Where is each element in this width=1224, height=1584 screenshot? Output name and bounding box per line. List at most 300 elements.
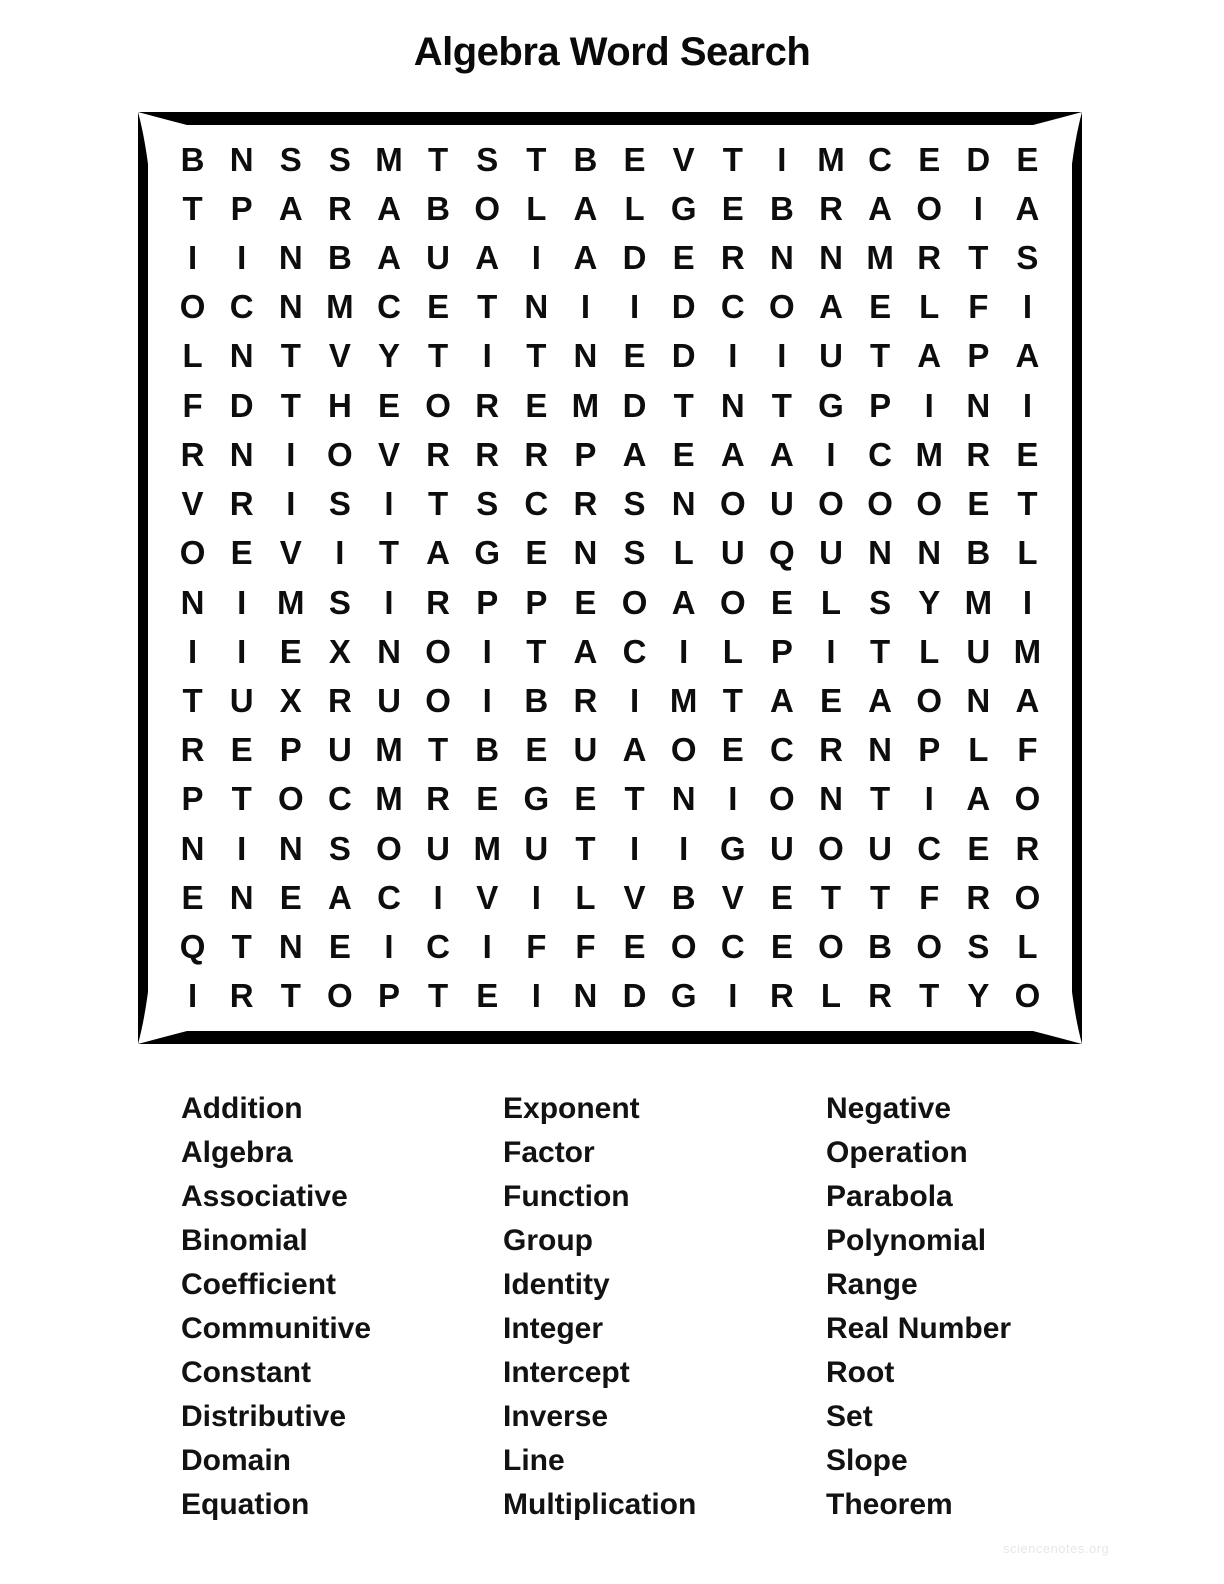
grid-letter-r9c3: V <box>279 534 302 572</box>
word-list-item: Equation <box>181 1488 310 1521</box>
grid-letter-r15c15: U <box>868 829 893 867</box>
grid-letter-r16c17: R <box>966 878 991 916</box>
grid-letter-r15c6: U <box>426 829 451 867</box>
word-list-item: Slope <box>826 1444 908 1477</box>
grid-letter-r16c12: V <box>721 878 744 916</box>
grid-letter-r7c11: E <box>672 435 695 473</box>
grid-letter-r18c7: E <box>476 977 499 1015</box>
grid-letter-r7c14: I <box>826 435 836 473</box>
grid-letter-r12c11: M <box>669 682 698 720</box>
word-list-item: Associative <box>181 1180 348 1213</box>
grid-letter-r12c14: E <box>819 682 842 720</box>
grid-letter-r2c2: P <box>230 189 253 227</box>
grid-letter-r5c14: U <box>819 337 843 375</box>
grid-letter-r11c8: T <box>526 632 547 670</box>
grid-letter-r1c9: B <box>573 140 598 178</box>
grid-letter-r18c2: R <box>229 977 254 1015</box>
grid-letter-r7c6: R <box>426 435 451 473</box>
grid-letter-r16c5: C <box>377 878 401 916</box>
grid-letter-r6c11: T <box>673 386 694 424</box>
grid-letter-r10c7: P <box>476 583 499 621</box>
grid-letter-r1c8: T <box>526 140 547 178</box>
grid-letter-r15c18: R <box>1015 829 1040 867</box>
word-column-1 <box>181 1087 371 1527</box>
grid-letter-r4c12: C <box>720 288 745 326</box>
grid-letter-r5c2: N <box>229 337 254 375</box>
grid-letter-r1c16: E <box>918 140 941 178</box>
grid-letter-r13c12: E <box>721 731 744 769</box>
grid-letter-r1c12: T <box>722 140 743 178</box>
grid-letter-r12c7: I <box>482 682 492 720</box>
grid-letter-r2c10: L <box>624 189 645 227</box>
grid-letter-r18c18: O <box>1014 977 1041 1015</box>
word-list-item: Constant <box>181 1356 311 1389</box>
word-list-item: Multiplication <box>503 1488 697 1521</box>
grid-letter-r3c16: R <box>917 239 942 277</box>
word-list-item: Set <box>826 1400 873 1433</box>
grid-letter-r18c9: N <box>573 977 598 1015</box>
grid-letter-r14c5: M <box>375 780 403 818</box>
grid-letter-r18c1: I <box>187 977 198 1015</box>
grid-letter-r3c17: T <box>968 239 989 277</box>
grid-letter-r14c4: C <box>327 780 352 818</box>
grid-letter-r17c8: F <box>526 928 547 966</box>
grid-letter-r1c14: M <box>817 140 845 178</box>
grid-letter-r15c8: U <box>524 829 549 867</box>
grid-letter-r15c12: G <box>719 829 746 867</box>
grid-letter-r3c6: U <box>426 239 451 277</box>
grid-letter-r15c2: I <box>237 829 247 867</box>
grid-letter-r4c17: F <box>968 288 989 326</box>
grid-letter-r6c9: M <box>571 386 600 424</box>
grid-letter-r7c13: A <box>769 435 794 473</box>
grid-letter-r12c8: B <box>524 682 549 720</box>
grid-letter-r2c11: G <box>670 189 697 227</box>
grid-letter-r18c12: I <box>728 977 738 1015</box>
grid-letter-r13c17: L <box>968 731 989 769</box>
grid-letter-r10c13: E <box>770 583 793 621</box>
grid-letter-r7c3: I <box>286 435 296 473</box>
grid-letter-r6c15: P <box>869 386 892 424</box>
grid-letter-r10c3: M <box>277 583 305 621</box>
grid-letter-r18c14: L <box>820 977 842 1015</box>
grid-letter-r9c5: T <box>378 534 400 572</box>
grid-letter-r16c13: E <box>770 878 793 916</box>
grid-letter-r17c7: I <box>482 928 492 966</box>
grid-letter-r9c9: N <box>573 534 598 572</box>
grid-letter-r1c7: S <box>476 140 499 178</box>
word-list-item: Addition <box>181 1092 303 1125</box>
grid-letter-r17c15: B <box>868 928 893 966</box>
grid-letter-r10c1: N <box>180 583 205 621</box>
grid-letter-r12c18: A <box>1015 682 1040 720</box>
grid-letter-r4c13: O <box>769 288 795 326</box>
grid-letter-r17c10: E <box>623 928 646 966</box>
grid-letter-r8c4: S <box>328 485 351 523</box>
grid-letter-r3c15: M <box>866 239 894 277</box>
word-list-item: Parabola <box>826 1180 953 1213</box>
grid-letter-r9c16: N <box>917 534 942 572</box>
grid-letter-r13c13: C <box>769 731 794 769</box>
grid-letter-r16c15: T <box>870 878 891 916</box>
grid-letter-r17c9: F <box>575 928 596 966</box>
letter-grid <box>168 135 1052 1021</box>
grid-letter-r4c10: I <box>629 288 640 326</box>
grid-letter-r2c5: A <box>377 189 401 227</box>
grid-letter-r18c15: R <box>868 977 893 1015</box>
grid-letter-r7c18: E <box>1016 435 1039 473</box>
grid-letter-r3c8: I <box>531 239 541 277</box>
grid-letter-r15c10: I <box>629 829 640 867</box>
grid-letter-r10c2: I <box>237 583 247 621</box>
word-list-item: Distributive <box>181 1400 347 1433</box>
grid-letter-r1c11: V <box>672 140 695 178</box>
grid-letter-r10c9: E <box>574 583 597 621</box>
grid-letter-r2c1: T <box>182 189 203 227</box>
grid-letter-r8c16: O <box>916 485 943 523</box>
grid-letter-r8c17: E <box>967 485 990 523</box>
grid-letter-r5c4: V <box>328 337 351 375</box>
grid-letter-r7c7: R <box>475 435 500 473</box>
grid-letter-r4c14: A <box>819 288 843 326</box>
grid-letter-r5c11: D <box>671 337 696 375</box>
grid-letter-r2c13: B <box>769 189 794 227</box>
grid-letter-r18c3: T <box>280 977 301 1015</box>
grid-letter-r4c9: I <box>580 288 591 326</box>
grid-letter-r7c8: R <box>524 435 549 473</box>
grid-letter-r6c13: T <box>771 386 792 424</box>
grid-letter-r14c8: G <box>523 780 550 818</box>
grid-letter-r9c4: I <box>335 534 345 572</box>
grid-letter-r13c9: U <box>573 731 598 769</box>
grid-letter-r1c13: I <box>777 140 787 178</box>
grid-letter-r1c18: E <box>1016 140 1039 178</box>
grid-letter-r5c3: T <box>280 337 301 375</box>
grid-letter-r4c1: O <box>179 288 206 326</box>
grid-letter-r12c1: T <box>182 682 203 720</box>
word-list-item: Domain <box>181 1444 292 1477</box>
grid-letter-r13c11: O <box>670 731 697 769</box>
grid-letter-r2c3: A <box>278 189 303 227</box>
grid-letter-r10c5: I <box>384 583 394 621</box>
grid-letter-r1c3: S <box>279 140 302 178</box>
grid-letter-r7c9: P <box>574 435 597 473</box>
grid-letter-r16c9: L <box>575 878 596 916</box>
grid-letter-r16c2: N <box>229 878 254 916</box>
grid-letter-r5c5: Y <box>377 337 400 375</box>
grid-letter-r11c5: N <box>377 632 401 670</box>
grid-letter-r11c13: P <box>770 632 793 670</box>
grid-letter-r10c8: P <box>525 583 548 621</box>
grid-letter-r2c7: O <box>474 189 501 227</box>
grid-letter-r12c12: T <box>722 682 743 720</box>
grid-letter-r5c16: A <box>917 337 942 375</box>
grid-letter-r8c12: O <box>719 485 746 523</box>
grid-letter-r18c8: I <box>531 977 541 1015</box>
grid-letter-r1c17: D <box>966 140 991 178</box>
grid-letter-r11c10: C <box>622 632 647 670</box>
grid-letter-r1c15: C <box>868 140 893 178</box>
grid-letter-r3c7: A <box>475 239 500 277</box>
grid-letter-r18c11: G <box>670 977 697 1015</box>
grid-letter-r13c10: A <box>622 731 647 769</box>
grid-letter-r8c5: I <box>384 485 394 523</box>
grid-letter-r4c11: D <box>671 288 696 326</box>
grid-letter-r6c4: H <box>327 386 352 424</box>
grid-letter-r5c9: N <box>573 337 598 375</box>
grid-letter-r8c8: C <box>524 485 549 523</box>
grid-letter-r18c10: D <box>622 977 647 1015</box>
grid-letter-r6c3: T <box>280 386 301 424</box>
grid-letter-r16c14: T <box>820 878 842 916</box>
grid-letter-r14c13: O <box>769 780 795 818</box>
grid-letter-r9c18: L <box>1017 534 1038 572</box>
grid-letter-r11c18: M <box>1013 632 1042 670</box>
grid-letter-r16c16: F <box>919 878 940 916</box>
grid-letter-r7c5: V <box>377 435 400 473</box>
word-list-item: Line <box>503 1444 565 1477</box>
grid-letter-r14c16: I <box>924 780 934 818</box>
grid-letter-r8c15: O <box>867 485 893 523</box>
grid-letter-r1c2: N <box>229 140 254 178</box>
grid-letter-r5c15: T <box>870 337 891 375</box>
grid-letter-r15c4: S <box>328 829 351 867</box>
grid-letter-r13c14: R <box>819 731 843 769</box>
grid-letter-r6c17: N <box>966 386 991 424</box>
grid-letter-r2c9: A <box>573 189 598 227</box>
grid-letter-r10c18: I <box>1022 583 1033 621</box>
grid-letter-r11c1: I <box>187 632 198 670</box>
grid-letter-r3c12: R <box>720 239 745 277</box>
grid-letter-r18c6: T <box>428 977 449 1015</box>
grid-letter-r12c3: X <box>279 682 302 720</box>
word-list-item: Negative <box>826 1092 952 1125</box>
grid-letter-r14c18: O <box>1014 780 1041 818</box>
grid-letter-r6c12: N <box>720 386 745 424</box>
word-list-item: Factor <box>503 1136 595 1169</box>
puzzle-box <box>135 108 1085 1048</box>
grid-letter-r5c13: I <box>777 337 787 375</box>
grid-letter-r3c14: N <box>819 239 843 277</box>
grid-letter-r10c6: R <box>426 583 451 621</box>
grid-letter-r15c5: O <box>376 829 402 867</box>
grid-letter-r1c1: B <box>180 140 205 178</box>
grid-letter-r9c12: U <box>720 534 745 572</box>
grid-letter-r5c8: T <box>526 337 547 375</box>
grid-letter-r11c15: T <box>870 632 891 670</box>
grid-letter-r18c13: R <box>769 977 794 1015</box>
grid-letter-r8c18: T <box>1017 485 1038 523</box>
grid-letter-r16c1: E <box>181 878 204 916</box>
grid-letter-r6c16: I <box>924 386 934 424</box>
grid-letter-r8c3: I <box>286 485 296 523</box>
grid-letter-r14c12: I <box>728 780 738 818</box>
grid-letter-r9c14: U <box>819 534 843 572</box>
grid-letter-r5c6: T <box>428 337 449 375</box>
grid-letter-r3c5: A <box>377 239 401 277</box>
grid-letter-r3c11: E <box>672 239 695 277</box>
grid-letter-r3c9: A <box>573 239 598 277</box>
grid-letter-r12c5: U <box>377 682 401 720</box>
watermark: sciencenotes.org <box>1003 1541 1110 1556</box>
grid-letter-r4c7: T <box>477 288 498 326</box>
word-list-item: Range <box>826 1268 918 1301</box>
grid-letter-r7c17: R <box>966 435 991 473</box>
grid-letter-r2c15: A <box>868 189 893 227</box>
grid-letter-r9c2: E <box>230 534 253 572</box>
grid-letter-r5c18: A <box>1015 337 1040 375</box>
grid-letter-r2c4: R <box>327 189 352 227</box>
grid-letter-r8c1: V <box>181 485 204 523</box>
grid-letter-r4c4: M <box>326 288 354 326</box>
grid-letter-r2c6: B <box>426 189 451 227</box>
grid-letter-r4c3: N <box>278 288 303 326</box>
word-list-item: Root <box>826 1356 895 1389</box>
page-title: Algebra Word Search <box>413 30 811 74</box>
grid-letter-r16c7: V <box>476 878 499 916</box>
word-list-item: Intercept <box>503 1356 630 1389</box>
word-list-item: Real Number <box>826 1312 1012 1345</box>
grid-letter-r3c18: S <box>1016 239 1039 277</box>
grid-letter-r18c4: O <box>327 977 353 1015</box>
grid-letter-r5c17: P <box>967 337 990 375</box>
word-list-item: Identity <box>503 1268 610 1301</box>
grid-letter-r15c13: U <box>769 829 794 867</box>
grid-letter-r13c6: T <box>428 731 449 769</box>
grid-letter-r14c10: T <box>624 780 645 818</box>
grid-letter-r17c6: C <box>426 928 451 966</box>
grid-letter-r6c14: G <box>818 386 844 424</box>
grid-letter-r9c10: S <box>623 534 646 572</box>
grid-letter-r9c1: O <box>179 534 206 572</box>
grid-letter-r15c14: O <box>818 829 844 867</box>
word-list-item: Polynomial <box>826 1224 987 1257</box>
grid-letter-r2c16: O <box>916 189 943 227</box>
grid-letter-r16c6: I <box>433 878 443 916</box>
grid-letter-r13c18: F <box>1017 731 1038 769</box>
grid-letter-r13c4: U <box>327 731 352 769</box>
grid-letter-r11c14: I <box>826 632 836 670</box>
grid-letter-r14c15: T <box>870 780 891 818</box>
grid-letter-r2c18: A <box>1015 189 1040 227</box>
grid-letter-r9c15: N <box>868 534 893 572</box>
grid-letter-r11c7: I <box>482 632 492 670</box>
grid-letter-r10c16: Y <box>918 583 941 621</box>
word-list-item: Inverse <box>503 1400 609 1433</box>
word-list-item: Binomial <box>181 1224 308 1257</box>
grid-letter-r5c1: L <box>182 337 203 375</box>
grid-letter-r17c5: I <box>384 928 394 966</box>
grid-letter-r9c11: L <box>673 534 694 572</box>
grid-letter-r11c3: E <box>279 632 302 670</box>
grid-letter-r1c4: S <box>328 140 351 178</box>
grid-letter-r12c4: R <box>327 682 352 720</box>
word-list-item: Function <box>503 1180 630 1213</box>
grid-letter-r2c12: E <box>721 189 744 227</box>
grid-letter-r15c7: M <box>473 829 501 867</box>
grid-letter-r12c9: R <box>573 682 598 720</box>
grid-letter-r14c17: A <box>966 780 991 818</box>
grid-letter-r9c6: A <box>426 534 451 572</box>
grid-letter-r16c4: A <box>327 878 352 916</box>
grid-letter-r13c2: E <box>230 731 253 769</box>
grid-letter-r6c5: E <box>377 386 400 424</box>
word-list-item: Algebra <box>181 1136 293 1169</box>
grid-letter-r11c4: X <box>328 632 351 670</box>
grid-letter-r6c7: R <box>475 386 500 424</box>
grid-letter-r16c11: B <box>671 878 696 916</box>
word-list-item: Group <box>503 1224 593 1257</box>
grid-letter-r2c8: L <box>526 189 547 227</box>
grid-letter-r11c6: O <box>425 632 451 670</box>
grid-letter-r9c7: G <box>474 534 501 572</box>
grid-letter-r5c7: I <box>482 337 492 375</box>
grid-letter-r1c5: M <box>375 140 403 178</box>
grid-letter-r4c2: C <box>229 288 254 326</box>
grid-letter-r8c10: S <box>623 485 646 523</box>
grid-letter-r7c12: A <box>720 435 745 473</box>
grid-letter-r10c14: L <box>820 583 842 621</box>
grid-letter-r12c17: N <box>966 682 991 720</box>
grid-letter-r3c10: D <box>622 239 647 277</box>
grid-letter-r14c2: T <box>231 780 252 818</box>
grid-letter-r7c1: R <box>180 435 205 473</box>
grid-letter-r13c15: N <box>868 731 893 769</box>
grid-letter-r17c12: C <box>720 928 745 966</box>
grid-letter-r4c18: I <box>1022 288 1033 326</box>
grid-letter-r7c2: N <box>229 435 254 473</box>
grid-letter-r6c6: O <box>425 386 451 424</box>
grid-letter-r2c14: R <box>819 189 843 227</box>
grid-letter-r6c1: F <box>182 386 203 424</box>
grid-letter-r6c18: I <box>1022 386 1033 424</box>
grid-letter-r12c13: A <box>769 682 794 720</box>
grid-letter-r15c9: T <box>575 829 596 867</box>
word-list-item: Integer <box>503 1312 604 1345</box>
grid-letter-r3c1: I <box>187 239 198 277</box>
grid-letter-r12c16: O <box>916 682 943 720</box>
grid-letter-r8c11: N <box>671 485 696 523</box>
grid-letter-r8c9: R <box>573 485 598 523</box>
grid-letter-r10c15: S <box>869 583 892 621</box>
word-list-item: Coefficient <box>181 1268 337 1301</box>
grid-letter-r8c13: U <box>769 485 794 523</box>
grid-letter-r4c8: N <box>524 288 549 326</box>
word-list-item: Exponent <box>503 1092 640 1125</box>
word-list-item: Operation <box>826 1136 968 1169</box>
grid-letter-r8c2: R <box>229 485 254 523</box>
grid-letter-r8c7: S <box>476 485 499 523</box>
grid-letter-r14c7: E <box>476 780 499 818</box>
grid-letter-r3c3: N <box>278 239 303 277</box>
grid-letter-r16c18: O <box>1014 878 1041 916</box>
grid-letter-r5c12: I <box>728 337 738 375</box>
grid-letter-r11c17: U <box>966 632 991 670</box>
word-column-3 <box>826 1087 1011 1527</box>
grid-letter-r11c12: L <box>722 632 743 670</box>
grid-letter-r17c1: Q <box>179 928 206 966</box>
grid-letter-r1c10: E <box>623 140 646 178</box>
grid-letter-r15c3: N <box>278 829 303 867</box>
grid-letter-r18c16: T <box>919 977 940 1015</box>
grid-letter-r6c10: D <box>622 386 647 424</box>
grid-letter-r9c17: B <box>966 534 991 572</box>
grid-letter-r11c11: I <box>679 632 689 670</box>
grid-letter-r17c14: O <box>818 928 844 966</box>
grid-letter-r16c3: E <box>279 878 302 916</box>
word-list-item: Theorem <box>826 1488 953 1521</box>
grid-letter-r4c15: E <box>869 288 892 326</box>
